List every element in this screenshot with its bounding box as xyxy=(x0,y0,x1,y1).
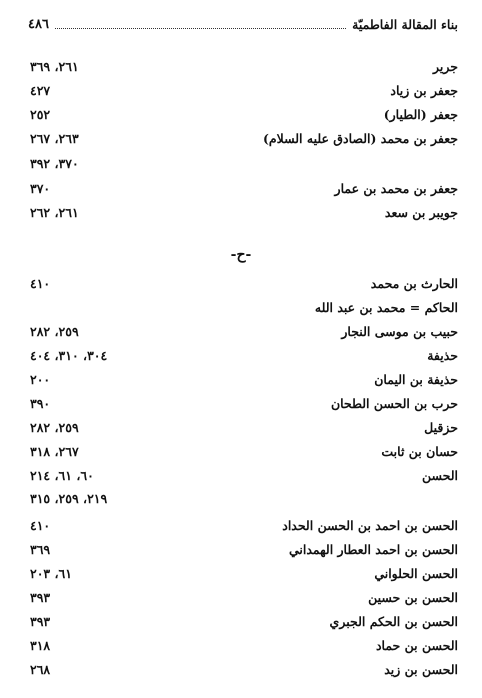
entry-pages: ٣٩٣ xyxy=(30,589,51,605)
entry-name: جعفر بن محمد (الصادق عليه السلام) xyxy=(262,130,458,146)
entry-name: الحاكم = محمد بن عبد الله xyxy=(314,299,458,315)
entry-pages: ٣٧٠، ٣٩٢ xyxy=(30,155,79,171)
entry-pages: ٦١، ٢٠٣ xyxy=(30,565,72,581)
entry-name: الحسن بن حسين xyxy=(368,589,458,605)
entry-name: حذيفة xyxy=(427,347,458,363)
dotted-leader xyxy=(55,28,346,29)
entry-name: حرب بن الحسن الطحان xyxy=(330,395,458,411)
entry-pages: ٢٦١، ٣٦٩ xyxy=(30,58,79,74)
entry-pages: ٢٥٩، ٢٨٢ xyxy=(30,323,79,339)
entry-name: الحسن xyxy=(421,467,458,483)
book-title: بناء المقالة الفاطميّة xyxy=(352,16,458,32)
entry-name: الحسن بن الحكم الجبري xyxy=(329,613,458,629)
index-entry xyxy=(30,127,458,149)
index-entry xyxy=(30,320,458,342)
entry-name: جعفر (الطيار) xyxy=(383,106,458,122)
entry-pages: ٣٩٣ xyxy=(30,613,51,629)
entry-name: الحارث بن محمد xyxy=(370,275,458,291)
entry-name: الحسن بن احمد العطار الهمداني xyxy=(288,541,458,557)
index-entry xyxy=(30,416,458,438)
entry-name: جعفر بن زياد xyxy=(390,82,458,98)
index-entry xyxy=(30,440,458,462)
entry-name: جعفر بن محمد بن عمار xyxy=(334,180,458,196)
entry-name: حذيفة بن اليمان xyxy=(374,371,458,387)
entry-pages: ٣٠٤، ٣١٠، ٤٠٤ xyxy=(30,347,108,363)
entry-pages: ٢٦٨ xyxy=(30,661,51,677)
index-entry xyxy=(30,586,458,608)
entry-name: جويبر بن سعد xyxy=(384,204,458,220)
entry-pages: ٣٦٩ xyxy=(30,541,51,557)
entry-name: حسان بن ثابت xyxy=(381,443,458,459)
entry-name: جرير xyxy=(433,58,458,74)
index-entry xyxy=(30,177,458,199)
entry-pages: ٤١٠ xyxy=(30,275,51,291)
entry-pages: ٣٩٠ xyxy=(30,395,51,411)
page-header xyxy=(28,13,458,35)
entry-pages: ٢٦٧، ٣١٨ xyxy=(30,443,79,459)
entry-pages: ٢٥٩، ٢٨٢ xyxy=(30,419,79,435)
entry-pages: ٤٢٧ xyxy=(30,82,51,98)
entry-pages: ٢٦١، ٢٦٢ xyxy=(30,204,79,220)
index-entry xyxy=(30,538,458,560)
entry-name: الحسن بن احمد بن الحسن الحداد xyxy=(282,517,458,533)
entry-name: الحسن الحلواني xyxy=(374,565,458,581)
index-entry xyxy=(30,272,458,294)
entry-name: حزقيل xyxy=(424,419,458,435)
index-entry xyxy=(30,658,458,680)
entry-pages: ٤١٠ xyxy=(30,517,51,533)
index-entry xyxy=(30,296,458,318)
index-entry xyxy=(30,634,458,656)
index-entry xyxy=(30,562,458,584)
entry-pages: ٢١٩، ٢٥٩، ٣١٥ xyxy=(30,490,108,506)
index-entry xyxy=(30,514,458,536)
index-entry xyxy=(30,344,458,366)
entry-pages: ٣٧٠ xyxy=(30,180,51,196)
index-entry-continuation xyxy=(30,152,458,174)
index-entry xyxy=(30,392,458,414)
entry-pages: ٦٠، ٦١، ٢١٤ xyxy=(30,467,94,483)
index-entry xyxy=(30,103,458,125)
index-entry xyxy=(30,464,458,486)
section-letter-ha: -ح- xyxy=(230,247,252,263)
entry-name: الحسن بن حماد xyxy=(375,637,458,653)
entry-name: حبيب بن موسى النجار xyxy=(341,323,458,339)
index-entry xyxy=(30,201,458,223)
entry-name: الحسن بن زيد xyxy=(384,661,458,677)
index-entry xyxy=(30,610,458,632)
index-entry xyxy=(30,79,458,101)
entry-pages: ٢٦٣، ٢٦٧ xyxy=(30,130,79,146)
page-number: ٤٨٦ xyxy=(28,16,49,32)
index-entry-continuation xyxy=(30,487,458,509)
entry-pages: ٢٠٠ xyxy=(30,371,51,387)
entry-pages: ٢٥٢ xyxy=(30,106,51,122)
index-entry xyxy=(30,55,458,77)
entry-pages: ٣١٨ xyxy=(30,637,51,653)
index-entry xyxy=(30,368,458,390)
